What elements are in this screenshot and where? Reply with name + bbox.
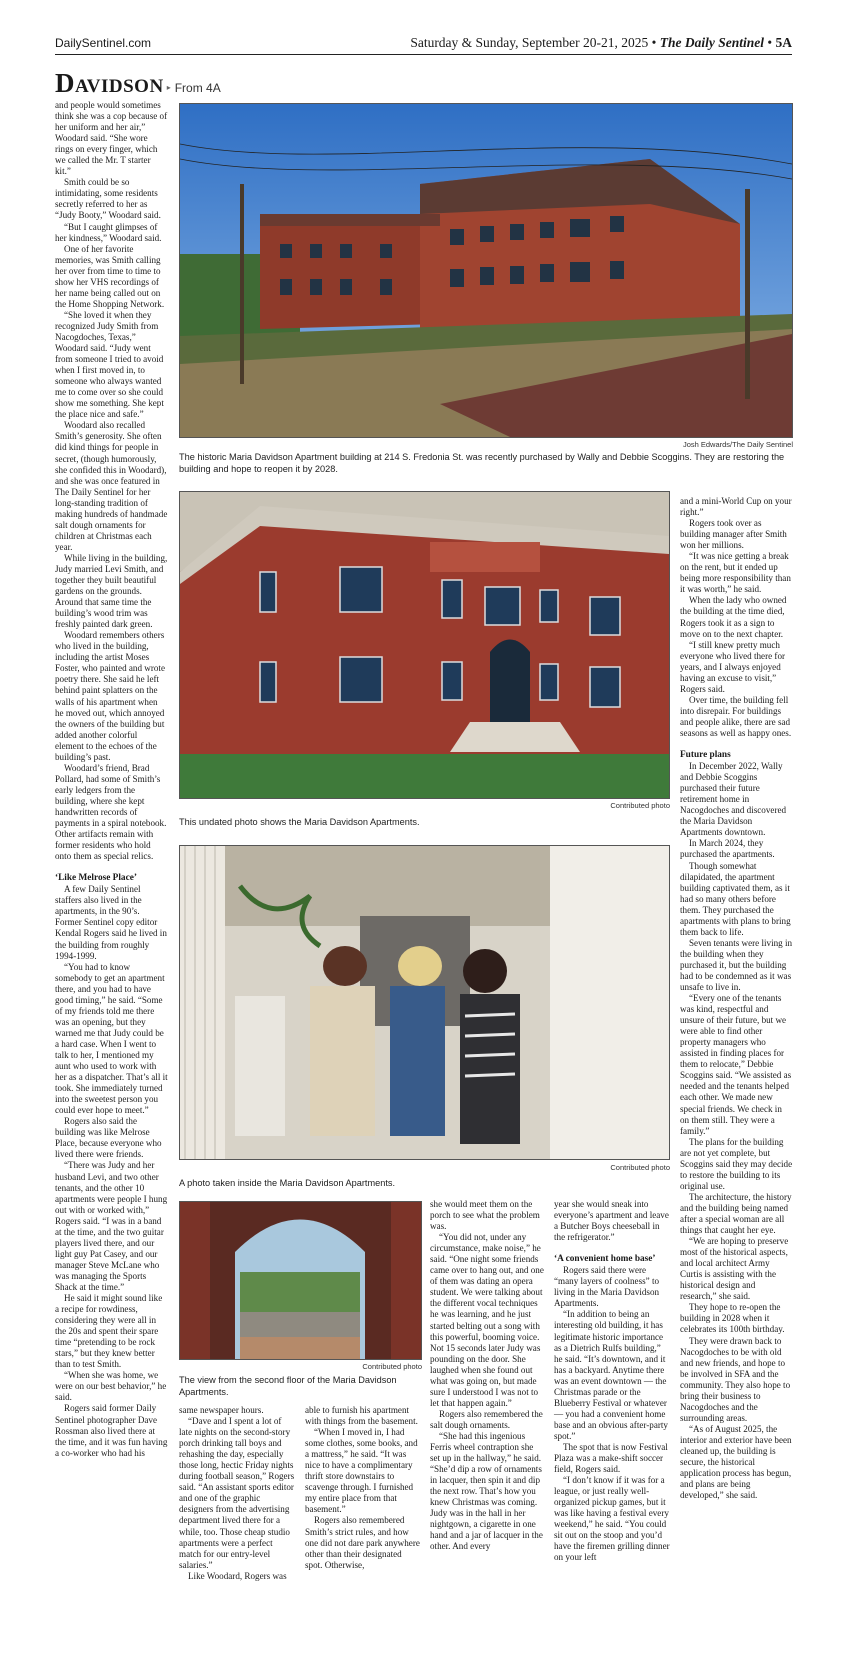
section-headline bbox=[55, 68, 221, 99]
paragraph: When the lady who owned the building at the time died, Rogers took it as a sign to move on to the next chapter. bbox=[680, 595, 787, 639]
paragraph: Though somewhat dilapidated, the apartment building captivated them, as it had so many others before them. They purchased the apartments with plans to bring them back to life. bbox=[680, 860, 791, 937]
photo-second-floor-view bbox=[179, 1201, 422, 1360]
dateline bbox=[410, 35, 792, 51]
paragraph: He said it might sound like a recipe for rowdiness, considering they were all in the 20s and spent their spare time “pretending to be rock stars,” but they knew better than to test Smith. bbox=[55, 1293, 163, 1370]
paragraph: In December 2022, Wally and Debbie Scoggins purchased their future retirement home in Nacogdoches and discovered the Maria Davidson Apartments downtown. bbox=[680, 761, 787, 838]
article-column-3 bbox=[305, 1405, 421, 1571]
photo-caption: The view from the second floor of the Maria Davidson Apartments. bbox=[179, 1375, 397, 1397]
paragraph: “Every one of the tenants was kind, respectful and unsure of their future, but we were able to find other property managers who assisted in finding places for them to relocate,” Debbie Scoggins said. “We assisted as needed and the tenants helped each other. We made new special friends. We check in on them still. They were a family.” bbox=[680, 993, 792, 1136]
paragraph: “You had to know somebody to get an apartment there, and you had to have good timing,” he said. “Some of my friends told me there was an opening, but they warned me that Judy could be a hard case. When I went to talk to her, I mentioned my aunt who used to work with her as a dispatcher. That’s all it took. She immediately turned into the sweetest person you could ever hope to meet.” bbox=[55, 961, 168, 1116]
subhead: Future plans bbox=[680, 750, 731, 761]
photo-credit: Contributed photo bbox=[610, 1163, 670, 1172]
paragraph: Rogers said there were “many layers of coolness” to living in the Maria Davidson Apartments. bbox=[554, 1265, 660, 1309]
paragraph: she would meet them on the porch to see what the problem was. bbox=[430, 1199, 540, 1232]
paragraph: “I still knew pretty much everyone who lived there for years, and I always enjoyed having an excuse to visit,” Rogers said. bbox=[680, 639, 786, 694]
paragraph: “There was Judy and her husband Levi, and two other tenants, and the other 10 apartments were people I hung out with or worked with,” Rogers said. “I was in a band at the time, and the two guitar players lived there, and our light guy Pat Casey, and our manager Steve McLane who was managing the Sports Shack at the time.” bbox=[55, 1160, 168, 1292]
article-column-1 bbox=[55, 100, 168, 1459]
article-column-5 bbox=[554, 1199, 670, 1564]
building-exterior-image bbox=[180, 104, 792, 437]
paragraph: Like Woodard, Rogers was bbox=[188, 1570, 287, 1581]
paragraph: “But I caught glimpses of her kindness,” Woodard said. bbox=[55, 221, 162, 243]
paper-name: The Daily Sentinel bbox=[659, 35, 765, 50]
separator: • bbox=[651, 35, 657, 50]
headline-title: Davidson bbox=[55, 68, 164, 98]
jump-from: From 4A bbox=[174, 81, 221, 95]
photo-apartment-interior bbox=[179, 845, 670, 1160]
separator: • bbox=[767, 35, 773, 50]
paragraph: They were drawn back to Nacogdoches to be with old and new friends, and hope to be involved in SFA and the community. They also hope to bring their business to Nacogdoches and the surrounding areas. bbox=[680, 1335, 791, 1423]
page-header bbox=[55, 34, 792, 55]
paragraph: Woodard’s friend, Brad Pollard, had some of Smith’s early ledgers from the building, where she kept handwritten records of payments in a spiral notebook. Other artifacts remain with former residents who hold onto them as special relics. bbox=[55, 762, 167, 862]
paragraph: Rogers took over as building manager after Smith won her millions. bbox=[680, 518, 787, 551]
paragraph: Rogers said former Daily Sentinel photographer Dave Rossman also lived there at the time, and it was fun having a co-worker who had his bbox=[55, 1403, 168, 1458]
paragraph: Rogers also remembered the salt dough ornaments. bbox=[430, 1408, 543, 1430]
site-name: DailySentinel.com bbox=[55, 36, 152, 50]
apartment-interior-image bbox=[180, 846, 669, 1159]
photo-credit: Josh Edwards/The Daily Sentinel bbox=[682, 440, 793, 449]
paragraph: While living in the building, Judy married Levi Smith, and together they built beautiful gardens on the grounds. Around that same time the building’s wood trim was freshly painted dark green. bbox=[55, 552, 168, 630]
paragraph: year she would sneak into everyone’s apartment and leave a Butcher Boys cheeseball in the refrigerator.” bbox=[554, 1199, 669, 1243]
paragraph: Seven tenants were living in the building when they purchased it, but the building had to be condemned as it was unsafe to live in. bbox=[680, 937, 793, 993]
photo-caption: The historic Maria Davidson Apartment building at 214 S. Fredonia St. was recently purchased by Wally and Debbie Scoggins. They are restoring the building and hope to reopen it by 2028. bbox=[179, 452, 785, 474]
paragraph: Rogers also said the building was like Melrose Place, because everyone who lived there were friends. bbox=[55, 1116, 162, 1160]
article-column-6 bbox=[680, 496, 793, 1501]
paragraph: “We are hoping to preserve most of the historical aspects, and local architect Army Curtis is assisting with the historical design and research,” she said. bbox=[680, 1236, 789, 1302]
paragraph: “She had this ingenious Ferris wheel contraption she set up in the hallway,” he said. “She’d dip a row of ornaments in lacquer, then spin it and dip the next row. That’s how you knew Christmas was coming. Judy was in the hall in her nightgown, a cigarette in one hand and a jar of lacquer in the other. And every bbox=[430, 1430, 543, 1552]
paragraph: “When I moved in, I had some clothes, some books, and a mattress,” he said. “It was nice to have a complimentary thrift store downstairs to scavenge through. I furnished my entire place from that basement.” bbox=[305, 1427, 418, 1515]
paragraph: and people would sometimes think she was a cop because of her uniform and her air,” Woodard said. “She wore rings on every finger, which we called the Mr. T starter kit.” bbox=[55, 100, 168, 177]
second-floor-view-image bbox=[180, 1202, 421, 1359]
paragraph: They hope to re-open the building in 2028 when it celebrates its 100th birthday. bbox=[680, 1302, 785, 1335]
paragraph: able to furnish his apartment with things from the basement. bbox=[305, 1405, 418, 1427]
paragraph: same newspaper hours. bbox=[179, 1405, 264, 1415]
photo-credit: Contributed photo bbox=[362, 1362, 422, 1371]
paragraph: One of her favorite memories, was Smith calling her over from time to time to show her VHS recordings of her name being called out on the Home Shopping Network. bbox=[55, 243, 165, 309]
paragraph: “It was nice getting a break on the rent, but it ended up being more responsibility than it was worth,” he said. bbox=[680, 551, 791, 595]
photo-building-exterior bbox=[179, 103, 793, 438]
jump-marker: ▸ bbox=[166, 83, 171, 92]
subhead: ‘A convenient home base’ bbox=[554, 1254, 656, 1265]
page-number: 5A bbox=[775, 35, 792, 50]
paragraph: Rogers also remembered Smith’s strict rules, and how one did not dare park anywhere other than their designated spot. Otherwise, bbox=[305, 1515, 420, 1570]
paragraph: Over time, the building fell into disrepair. For buildings and people alike, there are sad seasons as well as happy ones. bbox=[680, 694, 792, 738]
paragraph: A few Daily Sentinel staffers also lived in the apartments, in the 90’s. Former Sentinel copy editor Kendal Rogers said he lived in the building from roughly 1994-1999. bbox=[55, 884, 167, 961]
article-column-4 bbox=[430, 1199, 545, 1553]
paragraph: “Dave and I spent a lot of late nights on the second-story porch drinking tall boys and rehashing the day, especially those long, hectic Friday nights during football season,” Rogers said. “An assistant sports editor and one of the graphic designers from the advertising department lived there for a while, too. Those cheap studio apartments were a perfect match for our entry-level salaries.” bbox=[179, 1416, 295, 1570]
building-undated-image bbox=[180, 492, 669, 798]
paragraph: In March 2024, they purchased the apartments. bbox=[680, 838, 775, 860]
paragraph: “In addition to being an interesting old building, it has legitimate historic importance as a Dietrich Rulfs building,” he said. “It’s downtown, and it has a backyard. Anytime there was an event downtown — the Christmas parade or the Blueberry Festival or whatever — you had a convenient home base and an obvious after-party spot.” bbox=[554, 1309, 668, 1441]
paragraph: Smith could be so intimidating, some residents secretly referred to her as “Judy Booty,” Woodard said. bbox=[55, 177, 161, 221]
photo-caption: A photo taken inside the Maria Davidson Apartments. bbox=[179, 1178, 396, 1188]
paragraph: “I don’t know if it was for a league, or just really well-organized pickup games, but it was like having a festival every weekend,” he said. “You could sit out on the stoop and you’d have the firemen grilling dinner on your left bbox=[554, 1475, 670, 1563]
paragraph: and a mini-World Cup on your right.” bbox=[680, 496, 792, 518]
paragraph: “As of August 2025, the interior and exterior have been cleaned up, the building is secure, the historical application process has begun, and plans are being developed,” she said. bbox=[680, 1423, 792, 1501]
paragraph: “You did not, under any circumstance, make noise,” he said. “One night some friends came over to hang out, and one of them was dating an opera student. We were talking about the different vocal techniques he was learning, and he just started belting out a song with this powerful, booming voice. Not 15 seconds later Judy was pounding on the door. She laughed when she found out what was going on, but made sure I understood I was not to let that happen again.” bbox=[430, 1232, 544, 1408]
paragraph: “She loved it when they recognized Judy Smith from Nacogdoches, Texas,” Woodard said. “Judy went from someone I tried to avoid when I first moved in, to someone who always wanted me to come over so she could show me something. She kept the place nice and safe.” bbox=[55, 309, 164, 420]
paragraph: The spot that is now Festival Plaza was a make-shift soccer field, Rogers said. bbox=[554, 1441, 668, 1475]
paragraph: Woodard remembers others who lived in the building, including the artist Moses Foster, who painted and wrote poetry there. She said he left behind paint splatters on the walls of his apartment when he moved out, which annoyed the owners of the building but added another colorful element to the echoes of the building’s past. bbox=[55, 630, 165, 762]
photo-building-undated bbox=[179, 491, 670, 799]
photo-caption: This undated photo shows the Maria Davidson Apartments. bbox=[179, 817, 420, 827]
paragraph: The architecture, the history and the building being named after a special woman are all things that caught her eye. bbox=[680, 1191, 792, 1236]
issue-date: Saturday & Sunday, September 20-21, 2025 bbox=[410, 35, 649, 50]
paragraph: The plans for the building are not yet complete, but Scoggins said they may decide to restore the building to its original use. bbox=[680, 1136, 793, 1191]
subhead: ‘Like Melrose Place’ bbox=[55, 873, 137, 884]
article-column-2 bbox=[179, 1405, 295, 1582]
paragraph: Woodard also recalled Smith’s generosity. She often did kind things for people in secret, (though humorously, she confided this in Woodard), and she was once featured in The Daily Sentinel for her long-standing tradition of making hundreds of handmade salt dough ornaments for children at Christmas each year. bbox=[55, 420, 168, 552]
paragraph: “When she was home, we were on our best behavior,” he said. bbox=[55, 1370, 167, 1403]
photo-credit: Contributed photo bbox=[610, 801, 670, 810]
